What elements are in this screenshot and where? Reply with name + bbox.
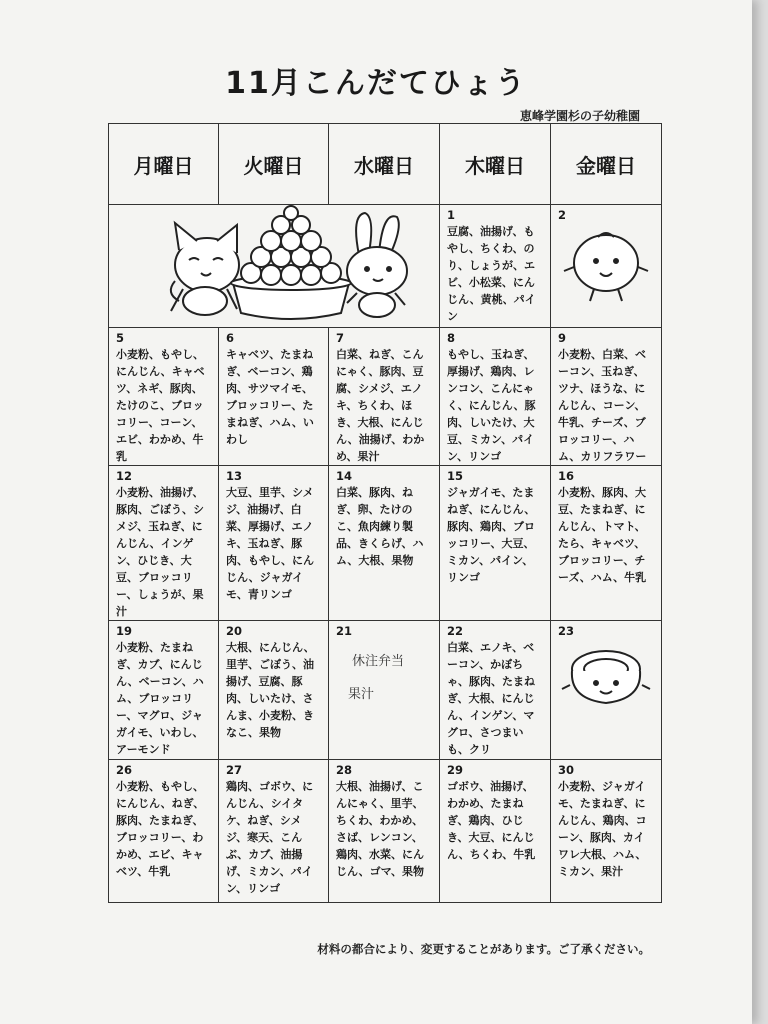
day-cell xyxy=(219,466,329,621)
day-ingredients: キャベツ、たまねぎ、ベーコン、鶏肉、サツマイモ、ブロッコリー、たまねぎ、ハム、いわし xyxy=(226,348,314,446)
day-ingredients: 小麦粉、白菜、ベーコン、玉ねぎ、ツナ、ほうな、にんじん、コーン、牛乳、チーズ、ブロッコリー、ハム、カリフラワー xyxy=(558,348,647,463)
day-ingredients: 大根、にんじん、里芋、ごぼう、油揚げ、豆腐、豚肉、しいたけ、さんま、小麦粉、きなこ、果物 xyxy=(226,641,315,739)
day-cell xyxy=(551,621,662,760)
weekday-thu: 木曜日 xyxy=(440,124,551,205)
day-ingredients: 白菜、ねぎ、こんにゃく、豚肉、豆腐、シメジ、エノキ、ちくわ、ほき、大根、にんじん、油揚げ、わかめ、果汁 xyxy=(336,348,425,463)
day-number: 5 xyxy=(116,331,125,345)
day-ingredients: ゴボウ、油揚げ、わかめ、たまねぎ、鶏肉、ひじき、大豆、にんじん、ちくわ、牛乳 xyxy=(447,780,536,861)
day-number: 22 xyxy=(447,624,464,638)
day-cell xyxy=(329,466,440,621)
week-row xyxy=(109,621,662,760)
day-number: 19 xyxy=(116,624,133,638)
week-row xyxy=(109,466,662,621)
day-number: 21 xyxy=(336,624,353,638)
day-cell xyxy=(440,205,551,328)
handwritten-line-1: 休注弁当 xyxy=(352,654,405,669)
day-ingredients: 小麦粉、ジャガイモ、たまねぎ、にんじん、鶏肉、コーン、豚肉、カイワレ大根、ハム、ミカン、果汁 xyxy=(558,780,647,878)
day-number: 6 xyxy=(226,331,235,345)
day-cell xyxy=(551,760,662,903)
week-row xyxy=(109,328,662,466)
day-cell xyxy=(440,621,551,760)
week-row xyxy=(109,760,662,903)
day-number: 12 xyxy=(116,469,133,483)
weekday-tue: 火曜日 xyxy=(219,124,329,205)
character-illustration-cell xyxy=(109,205,440,328)
day-number: 2 xyxy=(558,208,567,222)
day-ingredients: 小麦粉、もやし、にんじん、キャベツ、ネギ、豚肉、たけのこ、ブロッコリー、コーン、エビ、わかめ、牛乳 xyxy=(116,348,205,463)
day-cell xyxy=(109,621,219,760)
weekday-mon: 月曜日 xyxy=(109,124,219,205)
kiwi-character-icon xyxy=(558,639,654,719)
day-cell xyxy=(219,621,329,760)
day-ingredients: 小麦粉、たまねぎ、カブ、にんじん、ベーコン、ハム、ブロッコリー、マグロ、ジャガイモ、いわし、アーモンド xyxy=(116,641,204,756)
day-cell xyxy=(440,760,551,903)
day-cell xyxy=(329,621,440,760)
weekday-header-row xyxy=(109,124,662,205)
day-cell xyxy=(109,466,219,621)
day-cell xyxy=(219,760,329,903)
day-number: 30 xyxy=(558,763,575,777)
day-ingredients: 大豆、里芋、シメジ、油揚げ、白菜、厚揚げ、エノキ、玉ねぎ、豚肉、もやし、にんじん、ジャガイモ、青リンゴ xyxy=(226,486,314,601)
day-number: 16 xyxy=(558,469,575,483)
day-number: 14 xyxy=(336,469,353,483)
day-number: 13 xyxy=(226,469,243,483)
day-cell xyxy=(440,466,551,621)
day-ingredients: 小麦粉、豚肉、大豆、たまねぎ、にんじん、トマト、たら、キャベツ、ブロッコリー、チーズ、ハム、牛乳 xyxy=(558,486,647,584)
day-cell xyxy=(219,328,329,466)
day-number: 15 xyxy=(447,469,464,483)
day-ingredients: 小麦粉、もやし、にんじん、ねぎ、豚肉、たまねぎ、ブロッコリー、わかめ、エビ、キャベツ、牛乳 xyxy=(116,780,205,878)
day-number: 1 xyxy=(447,208,456,222)
day-cell xyxy=(551,466,662,621)
day-ingredients: 大根、油揚げ、こんにゃく、里芋、ちくわ、わかめ、さば、レンコン、鶏肉、水菜、にんじん、ゴマ、果物 xyxy=(336,780,424,878)
day-cell xyxy=(329,328,440,466)
page-title: 11月こんだてひょう xyxy=(225,66,527,101)
day-number: 27 xyxy=(226,763,243,777)
menu-calendar-table xyxy=(108,123,662,903)
day-ingredients: 豆腐、油揚げ、もやし、ちくわ、のり、しょうが、エビ、小松菜、にんじん、黄桃、パイン xyxy=(447,225,536,323)
day-number: 23 xyxy=(558,624,575,638)
day-ingredients: 小麦粉、油揚げ、豚肉、ごぼう、シメジ、玉ねぎ、にんじん、インゲン、ひじき、大豆、ブロッコリー、しょうが、果汁 xyxy=(116,486,204,618)
orange-character-icon xyxy=(558,223,654,309)
day-ingredients: もやし、玉ねぎ、厚揚げ、鶏肉、レンコン、こんにゃく、にんじん、豚肉、しいたけ、大豆、ミカン、パイン、リンゴ xyxy=(447,348,536,463)
day-number: 9 xyxy=(558,331,567,345)
weekday-wed: 水曜日 xyxy=(329,124,440,205)
weekday-fri: 金曜日 xyxy=(551,124,662,205)
day-ingredients: ジャガイモ、たまねぎ、にんじん、豚肉、鶏肉、ブロッコリー、大豆、ミカン、パイン、リンゴ xyxy=(447,486,536,584)
handwritten-line-2: 果汁 xyxy=(348,687,375,702)
cat-rabbit-dango-illustration xyxy=(109,205,440,327)
day-ingredients: 白菜、エノキ、ベーコン、かぼちゃ、豚肉、たまねぎ、大根、にんじん、インゲン、マグロ、さつまいも、クリ xyxy=(447,641,535,756)
day-number: 8 xyxy=(447,331,456,345)
day-cell xyxy=(440,328,551,466)
day-cell xyxy=(329,760,440,903)
day-number: 7 xyxy=(336,331,345,345)
day-cell xyxy=(551,328,662,466)
day-cell xyxy=(551,205,662,328)
day-number: 28 xyxy=(336,763,353,777)
day-ingredients: 鶏肉、ゴボウ、にんじん、シイタケ、ねぎ、シメジ、寒天、こんぶ、カブ、油揚げ、ミカン、パイン、リンゴ xyxy=(226,780,314,895)
day-cell xyxy=(109,760,219,903)
footer-note: 材料の都合により、変更することがあります。ご了承ください。 xyxy=(317,942,650,956)
day-number: 29 xyxy=(447,763,464,777)
week-row xyxy=(109,205,662,328)
day-number: 26 xyxy=(116,763,133,777)
school-name: 恵峰学園杉の子幼稚園 xyxy=(519,109,640,123)
day-ingredients: 白菜、豚肉、ねぎ、卵、たけのこ、魚肉練り製品、きくらげ、ハム、大根、果物 xyxy=(336,486,424,567)
day-cell xyxy=(109,328,219,466)
day-number: 20 xyxy=(226,624,243,638)
